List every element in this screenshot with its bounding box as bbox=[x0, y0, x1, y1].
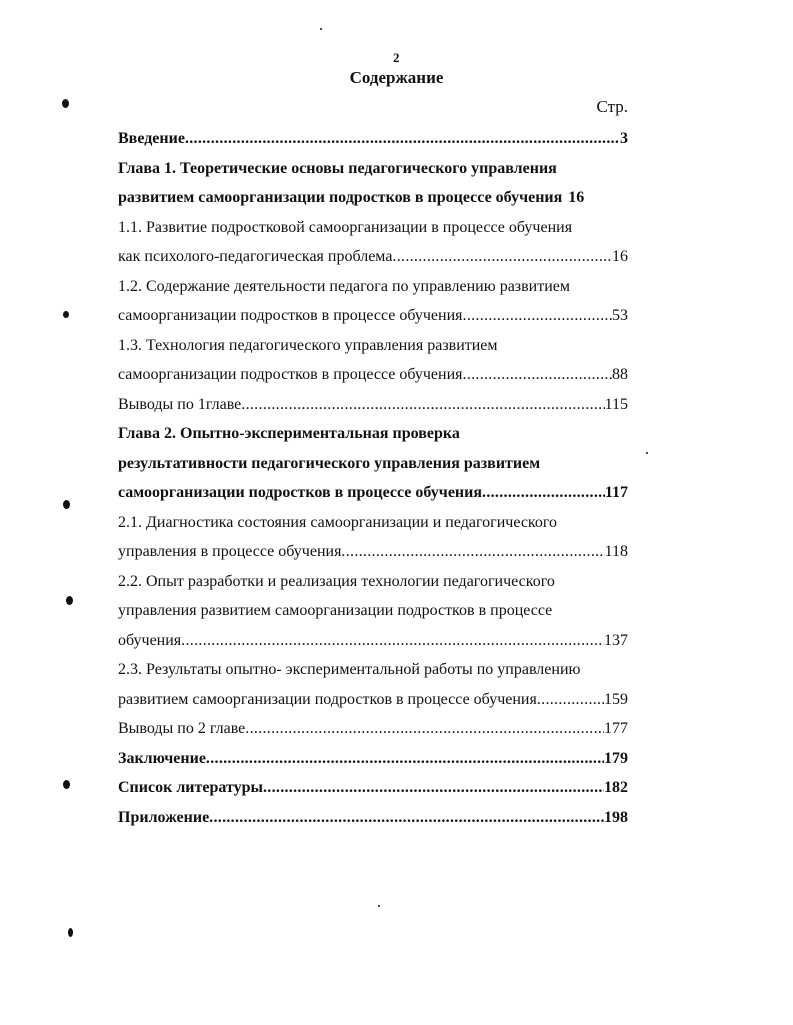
toc-entry-text: самоорганизации подростков в процессе обучения bbox=[118, 366, 463, 383]
toc-line bbox=[118, 803, 628, 833]
toc-entry-text: Глава 1. Теоретические основы педагогического управления bbox=[118, 159, 557, 177]
toc-entry-text: развитием самоорганизации подростков в процессе обучения bbox=[118, 690, 537, 708]
toc-line bbox=[118, 390, 628, 420]
toc-line bbox=[118, 154, 628, 184]
toc-entry-text: 2.2. Опыт разработки и реализация технологии педагогического bbox=[118, 572, 555, 590]
scan-speck bbox=[646, 452, 648, 454]
toc-line bbox=[118, 213, 628, 243]
toc-line bbox=[118, 242, 628, 272]
toc-entry-text: 2.3. Результаты опытно- экспериментальной работы по управлению bbox=[118, 661, 581, 678]
toc-line bbox=[118, 626, 628, 656]
toc-entry-text: самоорганизации подростков в процессе обучения bbox=[118, 484, 483, 501]
dot-leader bbox=[463, 301, 612, 331]
toc-entry-text: обучения bbox=[118, 631, 182, 649]
dot-leader bbox=[392, 242, 612, 272]
toc-page-number: 88 bbox=[612, 366, 628, 383]
toc-line bbox=[118, 714, 628, 744]
toc-line bbox=[118, 508, 628, 538]
toc-entry-text: Выводы по 2 главе bbox=[118, 720, 246, 737]
toc-page-number: 115 bbox=[604, 395, 628, 413]
toc-line bbox=[118, 744, 628, 774]
toc-entry-text: Список литературы bbox=[118, 779, 263, 796]
toc-entry-text: Приложение bbox=[118, 808, 210, 826]
toc-page-number: 137 bbox=[604, 631, 628, 649]
toc-page-number: 118 bbox=[604, 543, 628, 560]
toc-entry-text: 2.1. Диагностика состояния самоорганизации и педагогического bbox=[118, 513, 558, 531]
page-column-label: Стр. bbox=[596, 97, 628, 116]
toc-entry-text: 1.1. Развитие подростковой самоорганизации в процессе обучения bbox=[118, 218, 573, 236]
toc-line bbox=[118, 331, 628, 361]
dot-leader bbox=[185, 124, 620, 154]
scan-speck bbox=[63, 311, 69, 318]
dot-leader bbox=[263, 773, 604, 803]
toc-page-number: 53 bbox=[612, 307, 628, 324]
toc-page-number: 117 bbox=[604, 484, 628, 501]
toc-entry-text: самоорганизации подростков в процессе обучения bbox=[118, 307, 463, 324]
toc-entry-text: результативности педагогического управления развитием bbox=[118, 454, 541, 472]
toc-line bbox=[118, 449, 628, 479]
scan-speck bbox=[63, 500, 70, 509]
toc-line bbox=[118, 124, 628, 154]
toc-line bbox=[118, 655, 628, 685]
dot-leader bbox=[463, 360, 612, 390]
toc-page-number: 16 bbox=[612, 248, 628, 265]
toc-line bbox=[118, 478, 628, 508]
toc-entry-text: 1.3. Технология педагогического управления развитием bbox=[118, 336, 498, 354]
dot-leader bbox=[241, 390, 604, 420]
toc-line bbox=[118, 419, 628, 449]
page-number: 2 bbox=[393, 50, 400, 65]
toc-entry-text: развитием самоорганизации подростков в процессе обучения bbox=[118, 189, 563, 206]
toc-page-number: 16 bbox=[568, 189, 585, 206]
toc-entry-text: Глава 2. Опытно-экспериментальная проверка bbox=[118, 425, 460, 442]
dot-leader bbox=[209, 803, 604, 833]
toc-entry-text: управления развитием самоорганизации подростков в процессе bbox=[118, 602, 553, 619]
toc-page-number: 177 bbox=[604, 720, 628, 737]
toc-line bbox=[118, 537, 628, 567]
toc-line bbox=[118, 301, 628, 331]
toc-entry-text: Введение bbox=[118, 130, 185, 147]
toc-line bbox=[118, 596, 628, 626]
toc-page-number: 198 bbox=[604, 808, 628, 826]
dot-leader bbox=[245, 714, 604, 744]
toc-page-number: 179 bbox=[604, 749, 628, 767]
scan-speck bbox=[68, 928, 73, 937]
dot-leader bbox=[482, 478, 605, 508]
toc-line bbox=[118, 360, 628, 390]
toc-entry-text: как психолого-педагогическая проблема bbox=[118, 248, 393, 265]
dot-leader bbox=[206, 744, 604, 774]
toc-entry-text: 1.2. Содержание деятельности педагога по управлению развитием bbox=[118, 277, 571, 295]
scan-speck bbox=[320, 28, 322, 30]
toc-line bbox=[118, 773, 628, 803]
toc-entry-text: Заключение bbox=[118, 749, 206, 767]
toc-page-number: 159 bbox=[604, 690, 628, 708]
toc-line bbox=[118, 567, 628, 597]
toc-entry-text: управления в процессе обучения bbox=[118, 543, 342, 560]
scan-speck bbox=[378, 905, 380, 907]
dot-leader bbox=[341, 537, 604, 567]
toc-entry-text: Выводы по 1главе bbox=[118, 395, 242, 413]
scan-speck bbox=[66, 596, 73, 605]
scan-speck bbox=[62, 99, 69, 108]
scan-speck bbox=[63, 780, 70, 789]
toc-page-number: 182 bbox=[604, 779, 628, 796]
toc-page-number: 3 bbox=[620, 130, 628, 147]
page-title: Содержание bbox=[349, 68, 444, 87]
toc-line bbox=[118, 685, 628, 715]
dot-leader bbox=[537, 685, 604, 715]
toc-line bbox=[118, 183, 628, 213]
dot-leader bbox=[181, 626, 604, 656]
toc-line bbox=[118, 272, 628, 302]
table-of-contents bbox=[118, 124, 628, 832]
